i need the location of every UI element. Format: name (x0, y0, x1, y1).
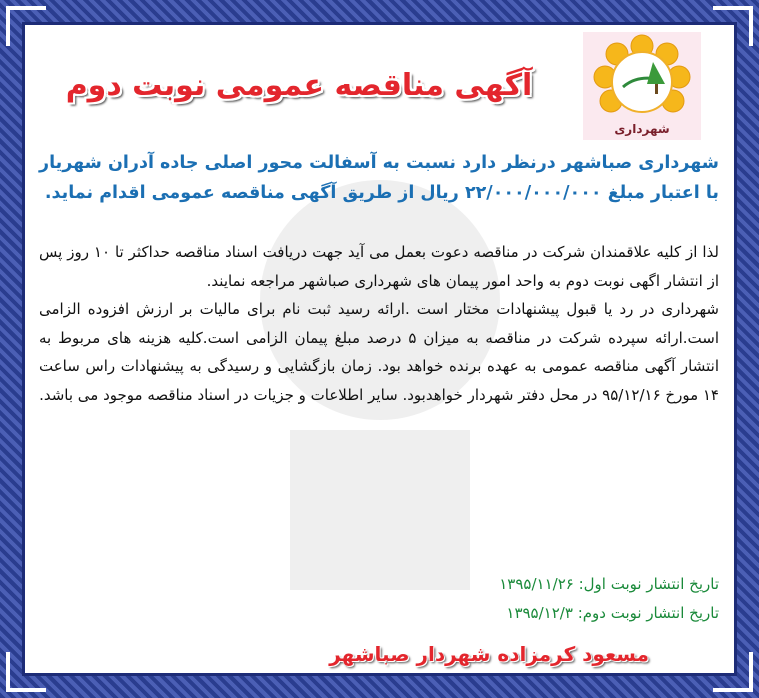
second-date-value: ۱۳۹۵/۱۲/۳ (506, 604, 573, 622)
notice-content (30, 30, 729, 668)
intro-paragraph: شهرداری صباشهر درنظر دارد نسبت به آسفالت محور اصلی جاده آدران شهریار با اعتبار مبلغ ۲۲/۰۰۰/۰۰۰/۰۰۰ ریال از طریق آگهی مناقصه عمومی اقدام نماید. (39, 153, 719, 203)
notice-body (39, 238, 719, 409)
municipality-logo (583, 32, 701, 140)
signature: مسعود کرمزاده شهردار صباشهر (329, 642, 649, 666)
second-date-label: تاریخ انتشار نوبت دوم: (577, 604, 719, 622)
first-date-label: تاریخ انتشار نوبت اول: (578, 575, 719, 593)
page-title: آگهی مناقصه عمومی نوبت دوم (65, 68, 533, 103)
first-date-value: ۱۳۹۵/۱۱/۲۶ (499, 575, 574, 593)
publication-dates (39, 570, 719, 628)
second-publication-date (39, 599, 719, 628)
first-publication-date (39, 570, 719, 599)
body-paragraph: لذا از کلیه علاقمندان شرکت در مناقصه دعوت بعمل می آید جهت دریافت اسناد مناقصه حداکثر تا ۱۰ روز پس از انتشار اگهی نوبت دوم به واحد امور پیمان های شهرداری صباشهر مراجعه نمایند. (39, 243, 719, 290)
body-paragraph: شهرداری در رد یا قبول پیشنهادات مختار است .ارائه رسید ثبت نام برای مالیات بر ارزش افزوده الزامی است.ارائه سپرده شرکت در مناقصه به میزان ۵ درصد مبلغ پیمان الزامی است.کلیه هزینه های مربوط به انتشار آگهی مناقصه عمومی به عهده برنده خواهد بود. زمان بازگشایی و رسیدگی به پیشنهادات راس ساعت ۱۴ مورخ ۹۵/۱۲/۱۶ در محل دفتر شهردار خواهدبود. سایر اطلاعات و جزیات در اسناد مناقصه موجود می باشد. (39, 300, 719, 404)
logo-label: شهرداری (614, 122, 670, 136)
